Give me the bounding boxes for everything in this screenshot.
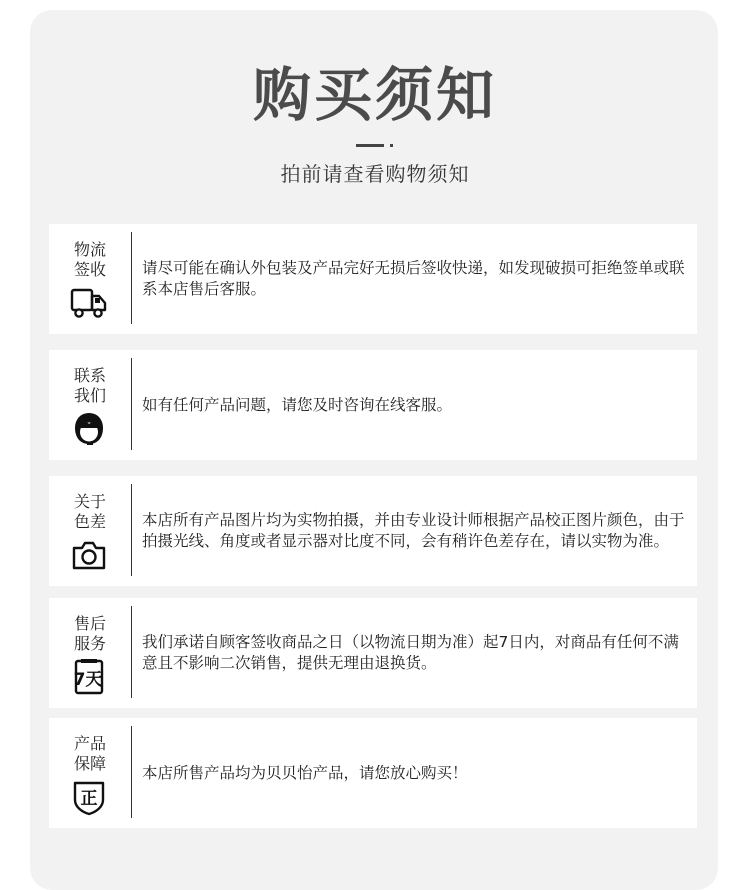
card-separator <box>131 232 132 324</box>
title-divider-dot <box>390 144 393 147</box>
card-separator <box>131 726 132 818</box>
camera-icon <box>70 536 108 574</box>
notice-card-guarantee <box>49 718 697 828</box>
customer-service-icon <box>70 410 108 448</box>
card-separator <box>131 606 132 698</box>
svg-text:7天: 7天 <box>73 670 103 690</box>
page-title: 购买须知 <box>252 61 497 129</box>
truck-icon <box>70 284 108 322</box>
card-label: 售后 服务 <box>73 614 106 653</box>
seven-day-return-icon <box>70 658 108 696</box>
title-divider <box>356 144 384 147</box>
card-label: 关于 色差 <box>73 492 106 531</box>
notice-card-color-difference <box>49 476 697 586</box>
card-separator <box>131 484 132 576</box>
genuine-shield-icon <box>70 778 108 816</box>
page-subtitle: 拍前请查看购物须知 <box>280 162 470 186</box>
notice-card-after-sales <box>49 598 697 708</box>
card-label: 物流 签收 <box>73 240 106 279</box>
card-label: 产品 保障 <box>73 734 106 773</box>
card-text: 本店所售产品均为贝贝怡产品，请您放心购买！ <box>142 763 468 782</box>
card-label: 联系 我们 <box>73 366 106 405</box>
notice-card-logistics <box>49 224 697 334</box>
card-separator <box>131 358 132 450</box>
card-text: 本店所有产品图片均为实物拍摄，并由专业设计师根据产品校正图片颜色，由于拍摄光线、角度或者显示器对比度不同，会有稍许色差存在，请以实物为准。 <box>142 511 685 550</box>
card-text: 我们承诺自顾客签收商品之日（以物流日期为准）起7日内，对商品有任何不满意且不影响二次销售，提供无理由退换货。 <box>142 633 679 672</box>
card-text: 如有任何产品问题，请您及时咨询在线客服。 <box>142 395 453 414</box>
notice-card-contact <box>49 350 697 460</box>
card-text: 请尽可能在确认外包装及产品完好无损后签收快递，如发现破损可拒绝签单或联系本店售后客服。 <box>142 259 685 298</box>
svg-text:正: 正 <box>80 789 98 809</box>
